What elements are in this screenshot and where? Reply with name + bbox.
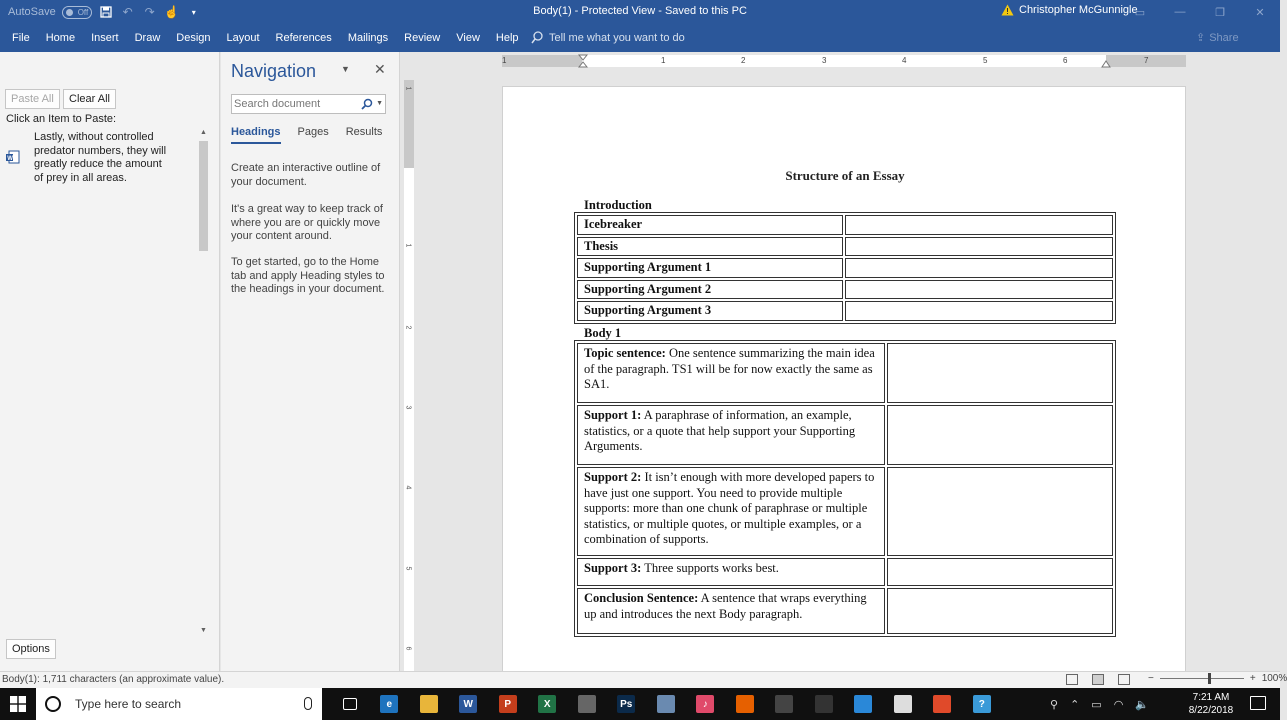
show-hidden-icons[interactable]: ⌃ — [1070, 698, 1080, 711]
paw-app-icon-glyph — [815, 695, 833, 713]
tab-file[interactable]: File — [12, 32, 30, 44]
warning-icon — [1001, 4, 1014, 16]
share-button[interactable] — [1196, 31, 1239, 44]
calculator-icon-glyph — [775, 695, 793, 713]
search-input[interactable] — [231, 94, 386, 114]
zoom-in-icon[interactable]: + — [1249, 673, 1256, 684]
word-icon-glyph: W — [459, 695, 477, 713]
ruler-number: 5 — [404, 566, 412, 571]
ruler-number: 4 — [902, 56, 907, 65]
ruler-number: 3 — [822, 56, 827, 65]
save-icon[interactable] — [98, 4, 114, 20]
chevron-down-icon[interactable]: ▼ — [341, 64, 350, 74]
row-text: A paraphrase of information, an example, statistics, or a quote that help support your Supporting Arguments. — [584, 408, 856, 453]
powerpoint-icon[interactable] — [488, 688, 528, 720]
close-icon[interactable]: ✕ — [1255, 6, 1265, 19]
body-table — [574, 340, 1116, 637]
table-row — [577, 588, 1113, 634]
task-view-icon[interactable] — [330, 688, 370, 720]
system-tray — [1050, 688, 1149, 720]
sticky-icon[interactable] — [883, 688, 923, 720]
edge-icon[interactable] — [370, 688, 410, 720]
ruler-number: 6 — [1063, 56, 1068, 65]
table-cell-empty[interactable] — [845, 301, 1113, 321]
tab-mailings[interactable]: Mailings — [347, 32, 389, 44]
table-row — [577, 301, 1113, 321]
window-controls — [1120, 0, 1280, 24]
ruler-number: 6 — [404, 646, 412, 651]
network-icon[interactable]: ◠ — [1113, 698, 1124, 711]
clock-date: 8/22/2018 — [1188, 705, 1234, 716]
row-label: Support 1: — [584, 408, 642, 422]
clipboard-item-text: Lastly, without controlled predator numbers, they will greatly reduce the amount of prey in all areas. — [34, 131, 167, 184]
store-icon[interactable] — [844, 688, 884, 720]
camera-icon[interactable] — [567, 688, 607, 720]
web-layout-icon[interactable] — [1118, 674, 1130, 685]
table-cell-empty[interactable] — [845, 215, 1113, 235]
zoom-slider-knob[interactable] — [1208, 673, 1211, 684]
table-cell-empty[interactable] — [887, 588, 1113, 634]
word-icon[interactable] — [449, 688, 489, 720]
firefox-icon-glyph — [736, 695, 754, 713]
recorder-icon[interactable] — [923, 688, 963, 720]
ruler-number: 3 — [404, 405, 412, 410]
recorder-icon-glyph — [933, 695, 951, 713]
photoshop-icon[interactable] — [607, 688, 647, 720]
table-cell-label[interactable]: Icebreaker — [577, 215, 843, 235]
row-text: Three supports works best. — [641, 561, 779, 575]
edge-icon-glyph: e — [380, 695, 398, 713]
taskbar — [0, 688, 1280, 720]
zoom-slider[interactable] — [1160, 678, 1244, 679]
tab-review[interactable]: Review — [404, 32, 441, 44]
ruler-number: 5 — [983, 56, 988, 65]
scroll-thumb[interactable] — [199, 141, 208, 251]
clear-all-button[interactable]: Clear All — [63, 89, 116, 109]
clipboard-instruction: Click an Item to Paste: — [6, 113, 117, 125]
table-cell-label[interactable]: Supporting Argument 2 — [577, 280, 843, 300]
lightbulb-icon — [531, 31, 543, 44]
row-label: Topic sentence: — [584, 346, 666, 360]
horizontal-ruler — [502, 55, 1186, 67]
table-row — [577, 237, 1113, 257]
search-placeholder: Search document — [234, 98, 321, 110]
tab-home[interactable]: Home — [45, 32, 76, 44]
print-layout-icon[interactable] — [1092, 674, 1104, 685]
store-icon-glyph — [854, 695, 872, 713]
indent-marker-icon[interactable] — [578, 55, 588, 67]
tab-results[interactable]: Results — [345, 126, 383, 138]
navigation-title: Navigation — [231, 61, 317, 81]
table-cell-empty[interactable] — [845, 237, 1113, 257]
row-label: Support 2: — [584, 470, 642, 484]
zoom-out-icon[interactable]: − — [1148, 673, 1154, 684]
navigation-help-text: It's a great way to keep track of where you are or quickly move your content around. — [231, 203, 383, 242]
close-icon[interactable]: ✕ — [374, 61, 386, 77]
itunes-icon[interactable] — [686, 688, 726, 720]
title-bar — [0, 0, 1280, 24]
body-label: Body 1 — [584, 326, 622, 340]
excel-icon[interactable] — [528, 688, 568, 720]
table-cell-content[interactable] — [577, 558, 885, 586]
taskbar-search-input[interactable] — [36, 688, 322, 720]
table-cell-empty[interactable] — [887, 467, 1113, 556]
table-row — [577, 258, 1113, 278]
ribbon-display-options-icon[interactable]: ▭ — [1134, 6, 1146, 19]
table-row — [577, 405, 1113, 465]
read-mode-icon[interactable] — [1066, 674, 1078, 685]
row-label: Conclusion Sentence: — [584, 591, 699, 605]
powerpoint-icon-glyph: P — [499, 695, 517, 713]
customize-qat-icon[interactable]: ▾ — [191, 7, 196, 17]
tab-insert[interactable]: Insert — [91, 32, 119, 44]
tab-pages[interactable]: Pages — [297, 126, 329, 138]
navigation-help-text: To get started, go to the Home tab and apply Heading styles to the headings in your document. — [231, 256, 385, 295]
table-cell-empty[interactable] — [845, 280, 1113, 300]
search-icon[interactable] — [361, 98, 373, 110]
table-cell-content[interactable] — [577, 343, 885, 403]
tablet-icon[interactable]: ▭ — [1091, 698, 1102, 711]
quick-access-toolbar — [8, 4, 202, 20]
touch-mode-icon[interactable]: ☝ — [164, 5, 180, 19]
table-cell-empty[interactable] — [887, 405, 1113, 465]
table-row — [577, 215, 1113, 235]
clock[interactable] — [1184, 691, 1238, 717]
ribbon-tabs — [4, 24, 527, 52]
clipboard-pane — [0, 52, 220, 671]
autosave-label: AutoSave — [8, 6, 56, 18]
table-cell-empty[interactable] — [887, 558, 1113, 586]
svg-text:W: W — [7, 156, 13, 162]
word-document-icon — [6, 150, 20, 164]
ribbon — [0, 24, 1280, 52]
table-row — [577, 280, 1113, 300]
table-cell-content[interactable] — [577, 405, 885, 465]
taskbar-apps — [330, 688, 1002, 720]
table-cell-label[interactable]: Supporting Argument 1 — [577, 258, 843, 278]
calculator-icon[interactable] — [765, 688, 805, 720]
right-indent-marker-icon[interactable] — [1101, 59, 1111, 67]
ruler-number: 7 — [1144, 56, 1149, 65]
redo-icon[interactable]: ↷ — [144, 5, 155, 19]
excel-icon-glyph: X — [538, 695, 556, 713]
tab-help[interactable]: Help — [495, 32, 519, 44]
status-text: Body(1): 1,711 characters (an approximate value). — [2, 674, 225, 685]
notes-icon-glyph — [657, 695, 675, 713]
row-text: A sentence that wraps everything up and introduces the next Body paragraph. — [584, 591, 867, 621]
zoom-control — [1148, 673, 1287, 684]
table-cell-content[interactable] — [577, 588, 885, 634]
navigation-help-text: Create an interactive outline of your document. — [231, 162, 381, 188]
table-row — [577, 343, 1113, 403]
tell-me-text: Tell me what you want to do — [549, 31, 685, 44]
introduction-table — [574, 212, 1116, 324]
ruler-number: 1 — [502, 56, 507, 65]
help-app-icon[interactable] — [962, 688, 1002, 720]
paste-all-button[interactable]: Paste All — [5, 89, 60, 109]
file-explorer-icon-glyph — [420, 695, 438, 713]
table-cell-label[interactable]: Supporting Argument 3 — [577, 301, 843, 321]
user-name: Christopher McGunnigle — [1019, 4, 1138, 16]
maximize-icon[interactable]: ❐ — [1215, 6, 1225, 19]
scroll-up-icon[interactable]: ▲ — [200, 129, 207, 136]
tab-draw[interactable]: Draw — [134, 32, 161, 44]
table-row — [577, 558, 1113, 586]
zoom-level[interactable]: 100% — [1261, 673, 1287, 684]
vertical-ruler — [401, 52, 415, 671]
task-view-icon-glyph — [343, 698, 357, 710]
minimize-icon[interactable]: — — [1174, 6, 1186, 18]
tell-me-search[interactable] — [531, 31, 685, 44]
ruler-number: 1 — [661, 56, 666, 65]
undo-icon[interactable]: ↶ — [122, 5, 133, 19]
share-icon: ⇪ — [1196, 32, 1206, 44]
introduction-label: Introduction — [584, 198, 652, 212]
autosave-toggle[interactable]: Off — [62, 6, 92, 19]
action-center-icon[interactable] — [1250, 696, 1266, 710]
search-options-icon[interactable]: ▼ — [376, 100, 383, 107]
photoshop-icon-glyph: Ps — [617, 695, 635, 713]
document-page[interactable] — [502, 86, 1186, 676]
options-button[interactable]: Options — [6, 639, 56, 659]
table-cell-empty[interactable] — [887, 343, 1113, 403]
notes-icon[interactable] — [646, 688, 686, 720]
scroll-down-icon[interactable]: ▼ — [200, 627, 207, 634]
navigation-pane — [221, 52, 400, 671]
table-cell-label[interactable]: Thesis — [577, 237, 843, 257]
navigation-tabs — [231, 126, 382, 144]
ruler-number: 1 — [404, 243, 412, 248]
status-bar — [0, 671, 1287, 688]
ruler-margin — [404, 80, 414, 168]
row-label: Support 3: — [584, 561, 642, 575]
file-explorer-icon[interactable] — [409, 688, 449, 720]
microphone-icon[interactable] — [304, 697, 312, 710]
user-account[interactable] — [1001, 4, 1138, 16]
volume-icon[interactable]: 🔈 — [1135, 698, 1149, 711]
share-label: Share — [1209, 31, 1239, 44]
clock-time: 7:21 AM — [1192, 692, 1230, 703]
row-text: It isn’t enough with more developed papers to have just one support. You need to provide multiple supports: more than one chunk of paraphrase or multiple statistics, or multiple quotes, or multiple examples, or a combination of supports. — [584, 470, 875, 546]
table-row — [577, 467, 1113, 556]
document-heading: Structure of an Essay — [785, 168, 905, 183]
itunes-icon-glyph: ♪ — [696, 695, 714, 713]
ruler-number: 4 — [404, 485, 412, 490]
ruler-number: 1 — [404, 86, 412, 91]
help-app-icon-glyph: ? — [973, 695, 991, 713]
firefox-icon[interactable] — [725, 688, 765, 720]
clipboard-scrollbar[interactable] — [197, 127, 210, 637]
ruler-number: 2 — [404, 325, 412, 330]
tab-design[interactable]: Design — [176, 32, 211, 44]
tab-references[interactable]: References — [275, 32, 332, 44]
table-cell-empty[interactable] — [845, 258, 1113, 278]
paw-app-icon[interactable] — [804, 688, 844, 720]
tab-view[interactable]: View — [456, 32, 480, 44]
taskbar-search-placeholder: Type here to search — [75, 697, 182, 711]
tab-headings[interactable]: Headings — [231, 126, 281, 144]
row-text: One sentence summarizing the main idea of the paragraph. TS1 will be for now exactly the same as SA1. — [584, 346, 875, 391]
tab-layout[interactable]: Layout — [226, 32, 260, 44]
document-title: Body(1) - Protected View - Saved to this PC — [533, 5, 747, 17]
ruler-number: 2 — [741, 56, 746, 65]
view-switcher — [1066, 674, 1130, 685]
windows-start-icon[interactable] — [0, 688, 36, 720]
table-cell-content[interactable] — [577, 467, 885, 556]
camera-icon-glyph — [578, 695, 596, 713]
cortana-icon — [45, 696, 61, 712]
ruler-body — [404, 80, 414, 671]
people-icon[interactable]: ⚲ — [1050, 698, 1059, 711]
sticky-icon-glyph — [894, 695, 912, 713]
